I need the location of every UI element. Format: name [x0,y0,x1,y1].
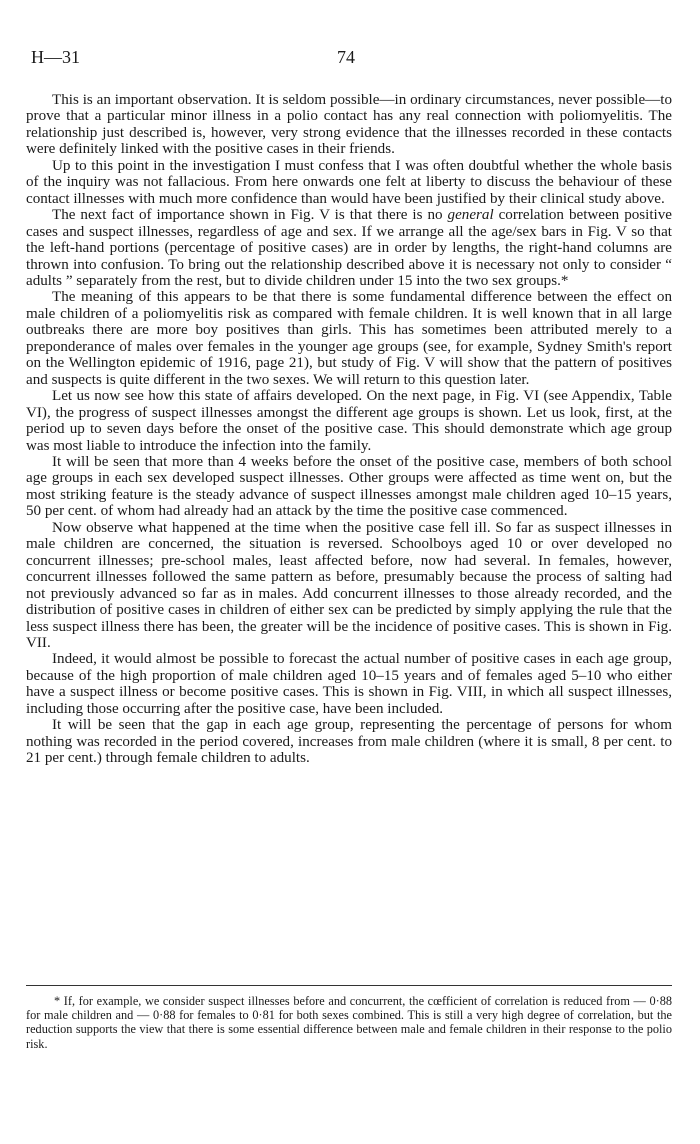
body-text [26,92,672,767]
paragraph-3 [26,207,672,289]
footnote [26,994,672,1051]
paragraph-5: Let us now see how this state of affairs developed. On the next page, in Fig. VI (see Appendix, Table VI), the progress of suspect illnesses amongst the different age groups is shown. Let us look, first, at the period up to seven days before the onset of the positive case. This should demonstrate which age group was most liable to introduce the infection into the family. [26,388,672,454]
paragraph-8: Indeed, it would almost be possible to forecast the actual number of positive cases in each age group, because of the high proportion of male children aged 10–15 years and of females aged 5–10 who either have a suspect illness or become positive cases. This is shown in Fig. VIII, in which all suspect illnesses, including those occurring after the positive case, have been included. [26,651,672,717]
paragraph-6: It will be seen that more than 4 weeks before the onset of the positive case, members of both school age groups in each sex developed suspect illnesses. Other groups were affected as time went on, but the most striking feature is the steady advance of suspect illnesses amongst male children aged 10–15 years, 50 per cent. of whom had already had an attack by the time the positive case commenced. [26,453,672,520]
paragraph-7: Now observe what happened at the time when the positive case fell ill. So far as suspect illnesses in male children are concerned, the situation is reversed. Schoolboys aged 10 or over developed no concurrent illnesses; pre-school males, least affected before, now had several. In females, however, concurrent illnesses followed the same pattern as before, presumably because the process of salting had not previously advanced so far as in males. Add concurrent illnesses to those already recorded, and the distribution of positive cases in children of either sex can be predicted by simply applying the rule that the less suspect illness there has been, the greater will be the incidence of positive cases. This is shown in Fig. VII. [26,519,672,651]
emphasis-general: general [447,207,494,224]
footnote-divider [26,985,672,986]
page-number: 74 [337,47,355,67]
paragraph-1: This is an important observation. It is seldom possible—in ordinary circumstances, never possible—to prove that a particular minor illness in a polio contact has any real connection with poliomyelitis. The relationship just described is, however, very strong evidence that the illnesses recorded in these contacts were definitely linked with the positive cases in their friends. [26,92,672,158]
document-reference: H—31 [31,47,80,67]
paragraph-9: It will be seen that the gap in each age group, representing the percentage of persons for whom nothing was recorded in the period covered, increases from male children (where it is small, 8 per cent. to 21 per cent.) through female children to adults. [26,717,672,767]
footnote-text: * If, for example, we consider suspect illnesses before and concurrent, the cœfficient of correlation is reduced from — 0·88 for male children and — 0·88 for females to 0·81 for both sexes combined. This is still a very high degree of correlation, but the reduction supports the view that there is some essential difference between male and female children in their response to the polio risk. [26,994,672,1051]
paragraph-3-part-2: correlation between positive cases and suspect illnesses, regardless of age and sex. If we arrange all the age/sex bars in Fig. V so that the left-hand portions (percentage of positive cases) are in order by lengths, the right-hand columns are thrown into confusion. To bring out the relationship described above it is necessary not only to consider “ adults ” separately from the rest, but to divide children under 15 into the two sex groups.* [26,207,672,289]
page-header [31,47,671,71]
paragraph-2: Up to this point in the investigation I must confess that I was often doubtful whether the whole basis of the inquiry was not fallacious. From here onwards one felt at liberty to discuss the behaviour of these contact illnesses with much more confidence than would have been justified by their clinical study above. [26,157,672,207]
paragraph-3-part-1: The next fact of importance shown in Fig. V is that there is no [52,207,448,224]
paragraph-4: The meaning of this appears to be that there is some fundamental difference between the effect on male children of a poliomyelitis risk as compared with female children. It is well known that in all large outbreaks there are more boy positives than girls. This has sometimes been attributed merely to a preponderance of males over females in the younger age groups (see, for example, Sydney Smith's report on the Wellington epidemic of 1916, page 21), but study of Fig. V will show that the pattern of positives and suspects is quite different in the two sexes. We will return to this question later. [26,289,672,388]
